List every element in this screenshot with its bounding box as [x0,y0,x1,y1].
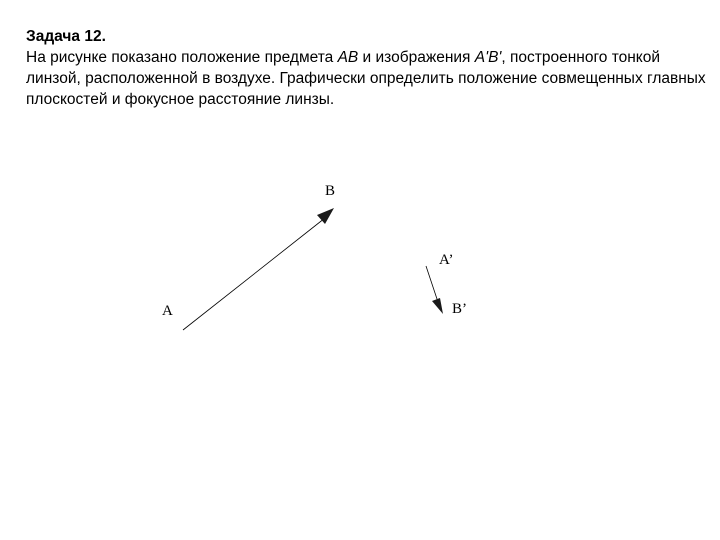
label-point-a: А [162,303,173,319]
label-point-a-prime: А’ [439,252,454,268]
object-arrowhead [317,208,334,224]
image-arrow-a-prime-b-prime [426,266,443,314]
task-body-part1: На рисунке показано положение предмета [26,49,338,66]
image-name: А'В' [474,49,502,66]
object-arrow-ab [183,208,334,330]
task-body-part2: и изображения [358,49,475,66]
task-body-part3: , построенного тонкой линзой, расположенной в воздухе. Графически определить положение совмещенных главных плоскостей и фокусное расстояние линзы. [26,49,706,108]
image-arrow-shaft [426,266,438,302]
label-point-b: В [325,183,336,199]
image-arrowhead [432,298,443,314]
label-point-b-prime: В’ [452,301,467,317]
task-title: Задача 12. [26,28,106,45]
object-name: АВ [337,49,359,66]
object-arrow-shaft [183,218,325,330]
